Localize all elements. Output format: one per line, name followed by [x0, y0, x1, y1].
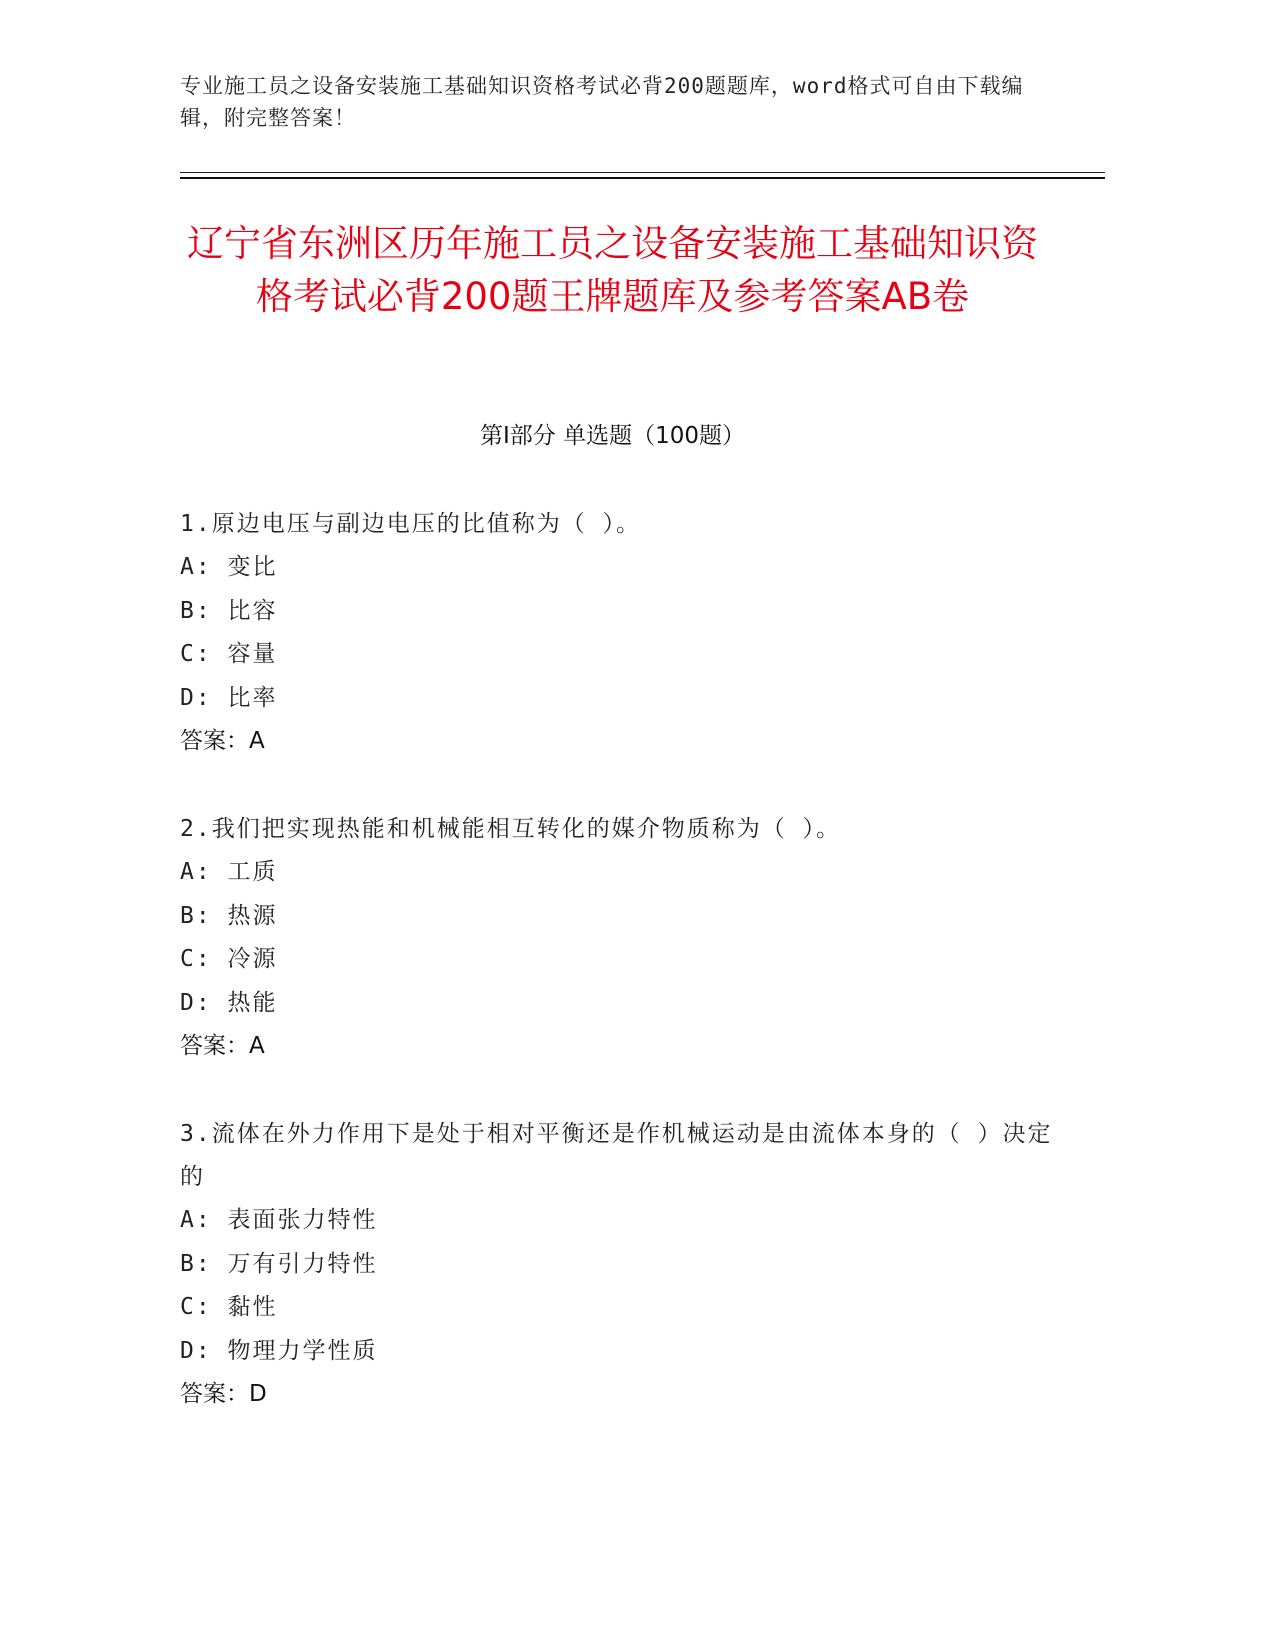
question-stem: 3.流体在外力作用下是处于相对平衡还是作机械运动是由流体本身的（ ）决定的 [180, 1121, 1053, 1190]
document-title: 辽宁省东洲区历年施工员之设备安装施工基础知识资格考试必背200题王牌题库及参考答案AB卷 [187, 222, 1038, 318]
option-b: B: 热源 [180, 902, 278, 929]
header-divider-thin [180, 172, 1105, 173]
option-d: D: 热能 [180, 989, 278, 1016]
option-d: D: 物理力学性质 [180, 1337, 378, 1364]
question-3 [180, 1113, 1060, 1417]
question-1 [180, 503, 1060, 764]
option-a: A: 表面张力特性 [180, 1207, 378, 1233]
option-a: A: 变比 [180, 554, 278, 580]
question-stem: 1.原边电压与副边电压的比值称为（ ）。 [180, 511, 642, 537]
option-c: C: 黏性 [180, 1294, 278, 1320]
option-b: B: 万有引力特性 [180, 1250, 378, 1277]
question-stem: 2.我们把实现热能和机械能相互转化的媒介物质称为（ ）。 [180, 816, 842, 842]
answer: 答案：A [180, 728, 265, 754]
question-2 [180, 808, 1060, 1069]
section-title: 第Ⅰ部分 单选题（100题） [480, 423, 745, 449]
header-note: 专业施工员之设备安装施工基础知识资格考试必背200题题库，word格式可自由下载编辑，附完整答案！ [180, 74, 1024, 130]
option-b: B: 比容 [180, 597, 278, 624]
option-c: C: 容量 [180, 641, 278, 667]
answer: 答案：A [180, 1033, 265, 1059]
answer: 答案：D [180, 1381, 267, 1407]
header-divider-thick [180, 177, 1105, 179]
option-a: A: 工质 [180, 859, 278, 885]
option-d: D: 比率 [180, 684, 278, 711]
option-c: C: 冷源 [180, 946, 278, 972]
